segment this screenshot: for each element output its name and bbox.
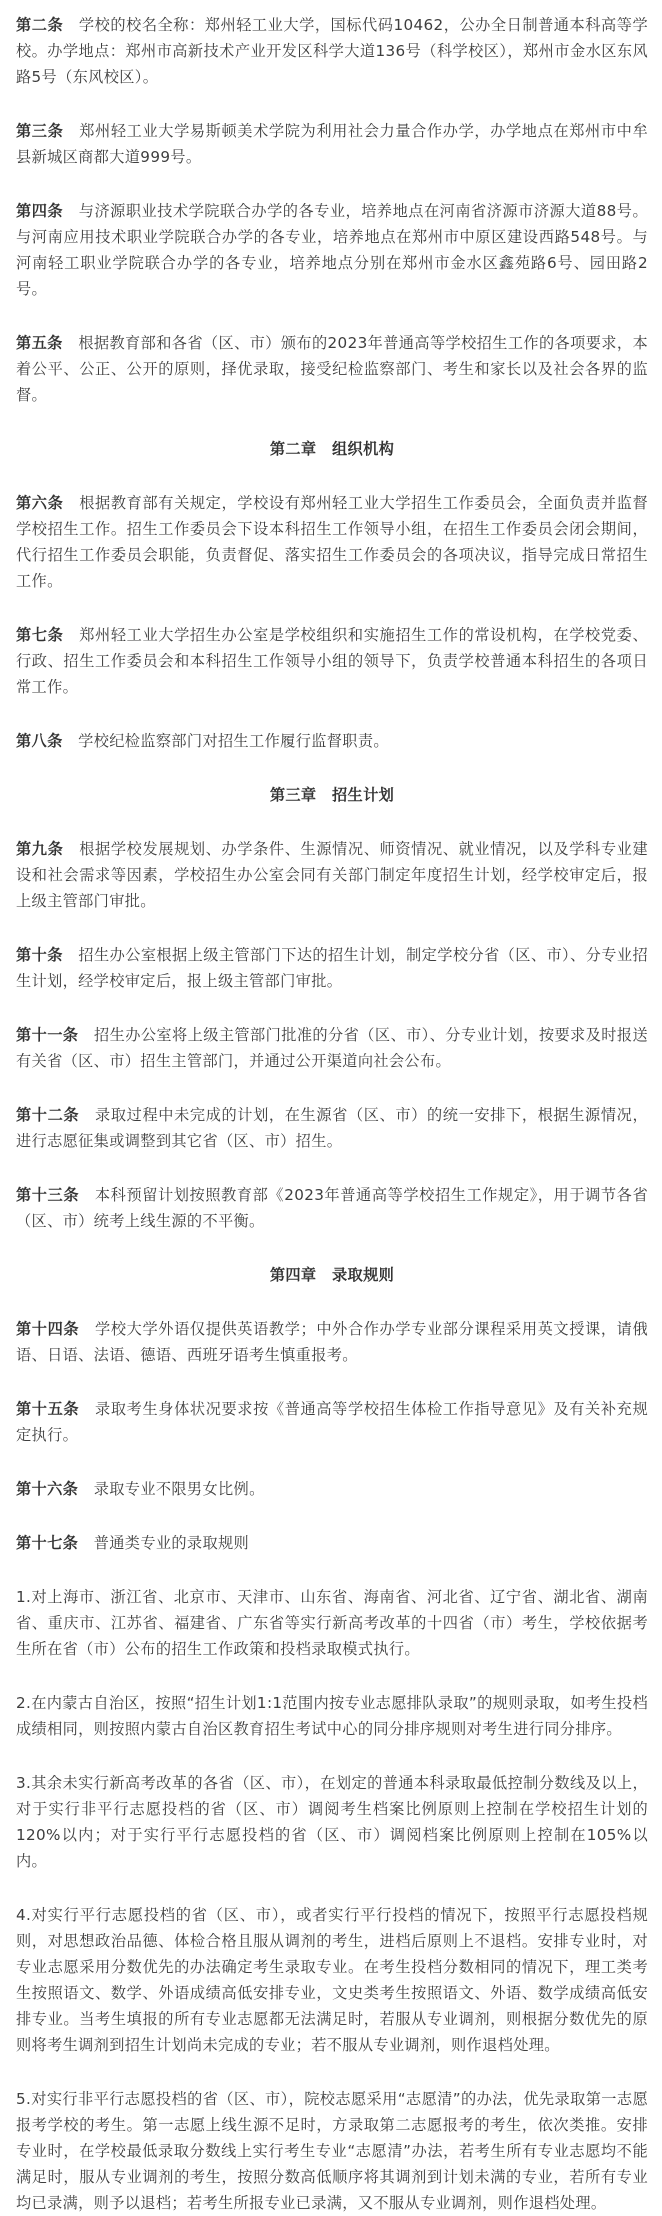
article-text: 录取专业不限男女比例。 xyxy=(93,1480,265,1498)
article-16 xyxy=(16,1476,648,1502)
chapter-heading-2: 第二章 组织机构 xyxy=(269,440,395,458)
article-15 xyxy=(16,1396,648,1448)
article-text: 录取过程中未完成的计划，在生源省（区、市）的统一安排下，根据生源情况，进行志愿征集或调整到其它省（区、市）招生。 xyxy=(16,1106,648,1150)
article-10 xyxy=(16,942,648,994)
article-text: 根据学校发展规划、办学条件、生源情况、师资情况、就业情况，以及学科专业建设和社会需求等因素，学校招生办公室会同有关部门制定年度招生计划，经学校审定后，报上级主管部门审批。 xyxy=(16,840,648,910)
article-number: 第十五条 xyxy=(16,1400,80,1418)
rule-item-4: 4.对实行平行志愿投档的省（区、市），或者实行平行投档的情况下，按照平行志愿投档规则，对思想政治品德、体检合格且服从调剂的考生，进档后原则上不退档。安排专业时，对专业志愿采用分数优先的办法确定考生录取专业。在考生投档分数相同的情况下，理工类考生按照语文、数学、外语成绩高低安排专业，文史类考生按照语文、外语、数学成绩高低安排专业。当考生填报的所有专业志愿都无法满足时，若服从专业调剂，则根据分数优先的原则将考生调剂到招生计划尚未完成的专业；若不服从专业调剂，则作退档处理。 xyxy=(16,1906,648,2054)
article-text: 与济源职业技术学院联合办学的各专业，培养地点在河南省济源市济源大道88号。与河南应用技术职业学院联合办学的各专业，培养地点在郑州市中原区建设西路548号。与河南轻工职业学院联合办学的各专业，培养地点分别在郑州市金水区鑫苑路6号、园田路2号。 xyxy=(16,202,648,298)
article-number: 第四条 xyxy=(16,202,64,220)
article-number: 第三条 xyxy=(16,122,64,140)
article-text: 学校的校名全称：郑州轻工业大学，国标代码10462，公办全日制普通本科高等学校。办学地点：郑州市高新技术产业开发区科学大道136号（科学校区），郑州市金水区东风路5号（东风校区）。 xyxy=(16,16,648,86)
article-number: 第十二条 xyxy=(16,1106,80,1124)
article-number: 第八条 xyxy=(16,732,63,750)
article-text: 根据教育部和各省（区、市）颁布的2023年普通高等学校招生工作的各项要求，本着公平、公正、公开的原则，择优录取，接受纪检监察部门、考生和家长以及社会各界的监督。 xyxy=(16,334,648,404)
article-text: 录取考生身体状况要求按《普通高等学校招生体检工作指导意见》及有关补充规定执行。 xyxy=(16,1400,648,1444)
chapter-heading-4: 第四章 录取规则 xyxy=(269,1266,395,1284)
article-number: 第九条 xyxy=(16,840,64,858)
article-number: 第七条 xyxy=(16,626,64,644)
article-3 xyxy=(16,118,648,170)
article-6 xyxy=(16,490,648,594)
article-text: 学校纪检监察部门对招生工作履行监督职责。 xyxy=(78,732,389,750)
article-9 xyxy=(16,836,648,914)
article-text: 本科预留计划按照教育部《2023年普通高等学校招生工作规定》，用于调节各省（区、市）统考上线生源的不平衡。 xyxy=(16,1186,648,1230)
article-7 xyxy=(16,622,648,700)
rule-item-2: 2.在内蒙古自治区，按照“招生计划1:1范围内按专业志愿排队录取”的规则录取，如考生投档成绩相同，则按照内蒙古自治区教育招生考试中心的同分排序规则对考生进行同分排序。 xyxy=(16,1694,649,1738)
chapter-heading-3: 第三章 招生计划 xyxy=(269,786,395,804)
article-text: 学校大学外语仅提供英语教学；中外合作办学专业部分课程采用英文授课，请俄语、日语、法语、德语、西班牙语考生慎重报考。 xyxy=(16,1320,648,1364)
article-5 xyxy=(16,330,648,408)
article-number: 第十条 xyxy=(16,946,63,964)
article-text: 郑州轻工业大学招生办公室是学校组织和实施招生工作的常设机构，在学校党委、行政、招生工作委员会和本科招生工作领导小组的领导下，负责学校普通本科招生的各项日常工作。 xyxy=(16,626,648,696)
article-number: 第十六条 xyxy=(16,1480,79,1498)
article-number: 第五条 xyxy=(16,334,63,352)
rule-item-1: 1.对上海市、浙江省、北京市、天津市、山东省、海南省、河北省、辽宁省、湖北省、湖南省、重庆市、江苏省、福建省、广东省等实行新高考改革的十四省（市）考生，学校依据考生所在省（市）公布的招生工作政策和投档录取模式执行。 xyxy=(16,1588,648,1658)
article-14 xyxy=(16,1316,648,1368)
article-2 xyxy=(16,12,648,90)
article-17 xyxy=(16,1530,648,1556)
article-number: 第十四条 xyxy=(16,1320,80,1338)
article-text: 招生办公室根据上级主管部门下达的招生计划，制定学校分省（区、市）、分专业招生计划，经学校审定后，报上级主管部门审批。 xyxy=(16,946,648,990)
article-number: 第二条 xyxy=(16,16,64,34)
rule-item-5: 5.对实行非平行志愿投档的省（区、市），院校志愿采用“志愿清”的办法，优先录取第一志愿报考学校的考生。第一志愿上线生源不足时，方录取第二志愿报考的考生，依次类推。安排专业时，在学校最低录取分数线上实行考生专业“志愿清”办法，若考生所有专业志愿均不能满足时，服从专业调剂的考生，按照分数高低顺序将其调剂到计划未满的专业，若所有专业均已录满，则予以退档；若考生所报专业已录满，又不服从专业调剂，则作退档处理。 xyxy=(16,2090,648,2212)
article-8 xyxy=(16,728,648,754)
article-text: 根据教育部有关规定，学校设有郑州轻工业大学招生工作委员会，全面负责并监督学校招生工作。招生工作委员会下设本科招生工作领导小组，在招生工作委员会闭会期间，代行招生工作委员会职能，负责督促、落实招生工作委员会的各项决议，指导完成日常招生工作。 xyxy=(16,494,648,590)
article-text: 郑州轻工业大学易斯顿美术学院为利用社会力量合作办学，办学地点在郑州市中牟县新城区商都大道999号。 xyxy=(16,122,648,166)
article-11 xyxy=(16,1022,648,1074)
article-number: 第十一条 xyxy=(16,1026,79,1044)
article-number: 第十三条 xyxy=(16,1186,80,1204)
article-text: 招生办公室将上级主管部门批准的分省（区、市）、分专业计划，按要求及时报送有关省（区、市）招生主管部门，并通过公开渠道向社会公布。 xyxy=(16,1026,648,1070)
rule-item-3: 3.其余未实行新高考改革的各省（区、市），在划定的普通本科录取最低控制分数线及以上，对于实行非平行志愿投档的省（区、市）调阅考生档案比例原则上控制在学校招生计划的120%以内；对于实行平行志愿投档的省（区、市）调阅档案比例原则上控制在105%以内。 xyxy=(16,1774,648,1870)
article-12 xyxy=(16,1102,648,1154)
article-text: 普通类专业的录取规则 xyxy=(93,1534,250,1552)
article-13 xyxy=(16,1182,648,1234)
article-number: 第十七条 xyxy=(16,1534,79,1552)
article-number: 第六条 xyxy=(16,494,64,512)
article-4 xyxy=(16,198,648,302)
